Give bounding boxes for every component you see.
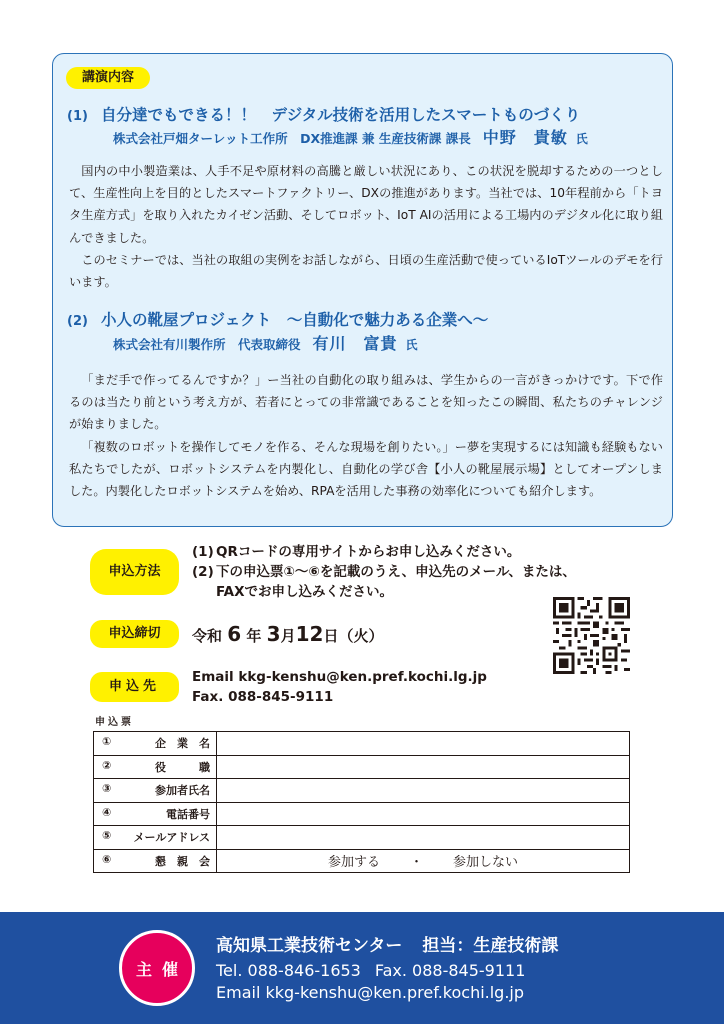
talk1-affiliation: 株式会社戸畑ターレット工作所 DX推進課 兼 生産技術課 課長 bbox=[113, 131, 471, 146]
host-badge: 主催 bbox=[119, 930, 195, 1006]
table-row bbox=[94, 755, 630, 779]
footer-contact bbox=[216, 961, 525, 980]
method-label: 申込方法 bbox=[90, 549, 179, 595]
method-1-text: QRコードの専用サイトからお申し込みください。 bbox=[216, 544, 521, 560]
talk2-paragraph: 「複数のロボットを操作してモノを作る、そんな現場を創りたい。」ー夢を実現するには知識も経験もない私たちでしたが、ロボットシステムを内製化し、自動化の学び舎【小人の靴屋展示場】としてオープンしました。内製化したロボットシステムを始め、RPAを活用した事務の効率化についても紹介します。 bbox=[69, 439, 663, 499]
form-row-label-text: 企 業 名 bbox=[155, 737, 210, 751]
talk1-number: (1) bbox=[67, 109, 88, 124]
form-row-label bbox=[94, 779, 217, 803]
position-field[interactable] bbox=[217, 755, 630, 779]
talk1-speaker bbox=[113, 125, 588, 148]
method-2-number: (2) bbox=[192, 564, 214, 580]
talk1-paragraph: このセミナーでは、当社の取組の実例をお話しながら、日頃の生産活動で使っているIoTツールのデモを行います。 bbox=[69, 252, 663, 290]
deadline-year: 6 bbox=[227, 622, 242, 646]
talk2-title-text: 小人の靴屋プロジェクト ～自動化で魅力ある企業へ～ bbox=[101, 311, 489, 329]
form-row-label bbox=[94, 849, 217, 873]
talk2-title bbox=[67, 308, 488, 330]
table-row bbox=[94, 849, 630, 873]
decline-option[interactable]: 参加しない bbox=[453, 855, 519, 871]
form-row-number: ③ bbox=[102, 782, 112, 796]
email-field[interactable] bbox=[217, 826, 630, 850]
destination-text bbox=[192, 667, 487, 707]
talk2-affiliation: 株式会社有川製作所 代表取締役 bbox=[113, 337, 301, 352]
talk1-speaker-suffix: 氏 bbox=[575, 132, 588, 146]
qr-code-icon[interactable] bbox=[553, 597, 630, 674]
form-row-label bbox=[94, 732, 217, 756]
table-row bbox=[94, 802, 630, 826]
form-row-label-text: メールアドレス bbox=[133, 831, 210, 845]
deadline-weekday: （火） bbox=[338, 627, 384, 645]
footer-email[interactable]: Email kkg-kenshu@ken.pref.kochi.lg.jp bbox=[216, 983, 525, 1002]
option-separator: ・ bbox=[409, 855, 423, 871]
form-row-label bbox=[94, 755, 217, 779]
attend-option[interactable]: 参加する bbox=[327, 855, 380, 871]
form-row-label-text: 役 職 bbox=[155, 760, 210, 774]
form-row-label-text: 電話番号 bbox=[166, 807, 210, 821]
table-row bbox=[94, 732, 630, 756]
deadline-era: 令和 bbox=[192, 627, 223, 645]
destination-fax: Fax. 088-845-9111 bbox=[192, 689, 334, 705]
deadline-day-unit: 日 bbox=[323, 627, 339, 645]
talk2-speaker-name: 有川 富貴 bbox=[312, 334, 398, 353]
footer-tel: Tel. 088-846-1653 bbox=[216, 961, 361, 980]
reception-choice-field bbox=[217, 849, 630, 873]
form-row-label bbox=[94, 802, 217, 826]
talk2-speaker-suffix: 氏 bbox=[405, 338, 418, 352]
form-row-number: ① bbox=[102, 735, 112, 749]
talk1-speaker-name: 中野 貴敏 bbox=[482, 128, 568, 147]
form-row-label-text: 懇 親 会 bbox=[155, 854, 210, 868]
method-2-text-cont: FAXでお申し込みください。 bbox=[216, 584, 394, 600]
deadline-year-unit: 年 bbox=[246, 627, 262, 645]
deadline-label: 申込締切 bbox=[90, 620, 179, 648]
footer-organization bbox=[216, 931, 558, 956]
participant-name-field[interactable] bbox=[217, 779, 630, 803]
deadline-month-unit: 月 bbox=[280, 627, 296, 645]
talk1-title bbox=[67, 103, 580, 125]
talk2-paragraph: 「まだ手で作ってるんですか？」ー当社の自動化の取り組みは、学生からの一言がきっかけです。下で作るのは当たり前という考え方が、若者にとっての非常識であることを知ったこの瞬間、私たちのチャレンジが始まりました。 bbox=[69, 373, 663, 432]
form-row-number: ⑥ bbox=[102, 852, 112, 866]
method-text bbox=[192, 542, 576, 602]
form-row-number: ⑤ bbox=[102, 829, 112, 843]
talk2-speaker bbox=[113, 331, 418, 354]
application-form-table bbox=[93, 731, 630, 873]
footer-org-name: 高知県工業技術センター bbox=[216, 936, 403, 956]
footer-fax: Fax. 088-845-9111 bbox=[374, 961, 526, 980]
lecture-content-box bbox=[52, 53, 673, 527]
form-row-number: ④ bbox=[102, 805, 112, 819]
deadline-day: 12 bbox=[295, 622, 324, 646]
table-row bbox=[94, 779, 630, 803]
lecture-tag: 講演内容 bbox=[66, 67, 150, 89]
table-row bbox=[94, 826, 630, 850]
method-2-text: 下の申込票①～⑥を記載のうえ、申込先のメール、または、 bbox=[216, 564, 576, 580]
talk1-paragraph: 国内の中小製造業は、人手不足や原材料の高騰と厳しい状況にあり、この状況を脱却するための一つとして、生産性向上を目的としたスマートファクトリー、DXの推進があります。当社では、10年程前から「トヨタ生産方式」を取り入れたカイゼン活動、そしてロボット、IoT AIの活用による工場内のデジタル化に取り組んできました。 bbox=[69, 164, 663, 245]
form-row-label-text: 参加者氏名 bbox=[155, 784, 210, 798]
talk1-title-text: 自分達でもできる！！ デジタル技術を活用したスマートものづくり bbox=[101, 106, 581, 124]
talk2-description bbox=[69, 369, 663, 502]
talk1-description bbox=[69, 160, 663, 293]
phone-field[interactable] bbox=[217, 802, 630, 826]
deadline-date bbox=[192, 620, 383, 650]
destination-label: 申込先 bbox=[90, 672, 179, 702]
form-row-label bbox=[94, 826, 217, 850]
talk2-number: (2) bbox=[67, 314, 88, 329]
destination-email[interactable]: Email kkg-kenshu@ken.pref.kochi.lg.jp bbox=[192, 669, 487, 685]
footer-charge: 担当：生産技術課 bbox=[422, 936, 559, 956]
company-name-field[interactable] bbox=[217, 732, 630, 756]
method-1-number: (1) bbox=[192, 544, 214, 560]
deadline-month: 3 bbox=[266, 622, 281, 646]
form-row-number: ② bbox=[102, 758, 112, 772]
form-title: 申込票 bbox=[95, 717, 134, 728]
